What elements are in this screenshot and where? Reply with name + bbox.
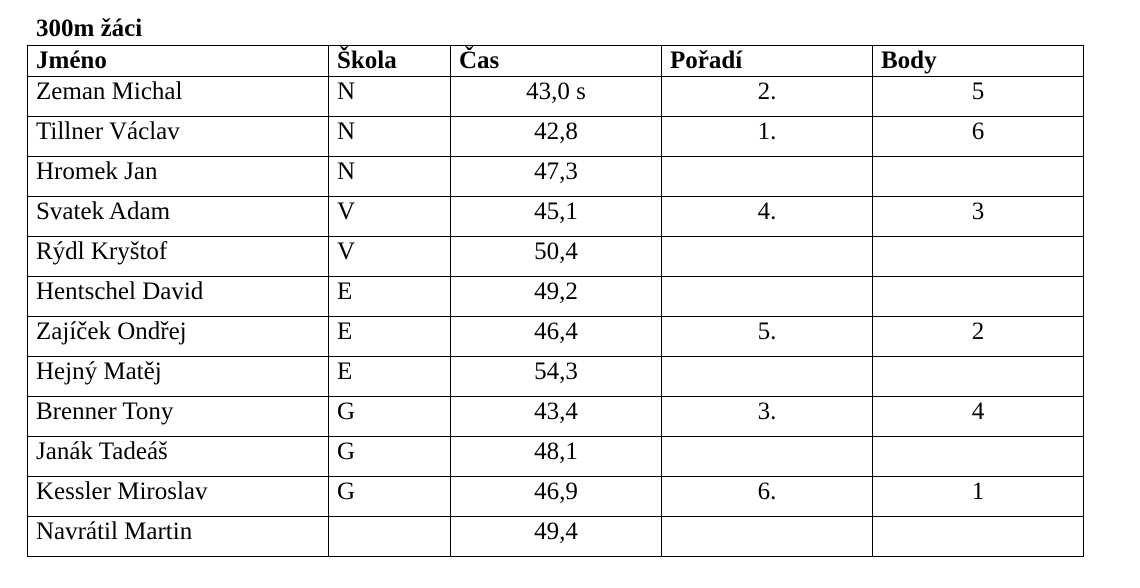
cell-name: Svatek Adam bbox=[28, 197, 329, 237]
cell-time: 45,1 bbox=[451, 197, 662, 237]
results-table-body bbox=[28, 77, 1084, 557]
cell-rank bbox=[662, 277, 873, 317]
cell-time: 43,0 s bbox=[451, 77, 662, 117]
table-row bbox=[28, 157, 1084, 197]
cell-time: 50,4 bbox=[451, 237, 662, 277]
cell-name: Hejný Matěj bbox=[28, 357, 329, 397]
cell-rank: 2. bbox=[662, 77, 873, 117]
cell-rank bbox=[662, 357, 873, 397]
table-row bbox=[28, 237, 1084, 277]
cell-name: Zeman Michal bbox=[28, 77, 329, 117]
table-row bbox=[28, 397, 1084, 437]
cell-name: Tillner Václav bbox=[28, 117, 329, 157]
document-title: 300m žáci bbox=[36, 15, 143, 42]
cell-time: 48,1 bbox=[451, 437, 662, 477]
cell-name: Zajíček Ondřej bbox=[28, 317, 329, 357]
cell-time: 47,3 bbox=[451, 157, 662, 197]
cell-school: G bbox=[329, 477, 451, 517]
cell-rank bbox=[662, 437, 873, 477]
cell-name: Kessler Miroslav bbox=[28, 477, 329, 517]
cell-name: Brenner Tony bbox=[28, 397, 329, 437]
table-row bbox=[28, 357, 1084, 397]
table-row bbox=[28, 477, 1084, 517]
cell-rank bbox=[662, 517, 873, 557]
table-header-row bbox=[28, 46, 1084, 77]
cell-points: 5 bbox=[873, 77, 1084, 117]
cell-school: G bbox=[329, 437, 451, 477]
cell-name: Janák Tadeáš bbox=[28, 437, 329, 477]
cell-points: 6 bbox=[873, 117, 1084, 157]
cell-school: G bbox=[329, 397, 451, 437]
column-header-rank: Pořadí bbox=[662, 46, 873, 77]
cell-points bbox=[873, 277, 1084, 317]
column-header-name: Jméno bbox=[28, 46, 329, 77]
cell-points: 2 bbox=[873, 317, 1084, 357]
cell-rank: 5. bbox=[662, 317, 873, 357]
cell-points: 4 bbox=[873, 397, 1084, 437]
cell-points: 1 bbox=[873, 477, 1084, 517]
table-row bbox=[28, 277, 1084, 317]
cell-name: Hentschel David bbox=[28, 277, 329, 317]
cell-time: 42,8 bbox=[451, 117, 662, 157]
cell-rank: 1. bbox=[662, 117, 873, 157]
cell-points bbox=[873, 517, 1084, 557]
cell-name: Hromek Jan bbox=[28, 157, 329, 197]
cell-rank bbox=[662, 157, 873, 197]
cell-points: 3 bbox=[873, 197, 1084, 237]
cell-time: 46,4 bbox=[451, 317, 662, 357]
table-row bbox=[28, 77, 1084, 117]
table-row bbox=[28, 317, 1084, 357]
cell-school: N bbox=[329, 77, 451, 117]
cell-school: E bbox=[329, 317, 451, 357]
cell-school: N bbox=[329, 117, 451, 157]
cell-rank: 6. bbox=[662, 477, 873, 517]
cell-name: Navrátil Martin bbox=[28, 517, 329, 557]
cell-points bbox=[873, 437, 1084, 477]
table-row bbox=[28, 117, 1084, 157]
cell-school: N bbox=[329, 157, 451, 197]
cell-time: 43,4 bbox=[451, 397, 662, 437]
cell-school: E bbox=[329, 357, 451, 397]
cell-time: 49,4 bbox=[451, 517, 662, 557]
cell-school: V bbox=[329, 237, 451, 277]
cell-time: 54,3 bbox=[451, 357, 662, 397]
cell-time: 49,2 bbox=[451, 277, 662, 317]
cell-school bbox=[329, 517, 451, 557]
column-header-time: Čas bbox=[451, 46, 662, 77]
column-header-school: Škola bbox=[329, 46, 451, 77]
cell-rank: 3. bbox=[662, 397, 873, 437]
cell-rank: 4. bbox=[662, 197, 873, 237]
table-row bbox=[28, 197, 1084, 237]
cell-points bbox=[873, 157, 1084, 197]
table-row bbox=[28, 517, 1084, 557]
cell-name: Rýdl Kryštof bbox=[28, 237, 329, 277]
cell-school: V bbox=[329, 197, 451, 237]
column-header-points: Body bbox=[873, 46, 1084, 77]
cell-rank bbox=[662, 237, 873, 277]
cell-points bbox=[873, 237, 1084, 277]
table-row bbox=[28, 437, 1084, 477]
cell-points bbox=[873, 357, 1084, 397]
cell-time: 46,9 bbox=[451, 477, 662, 517]
results-table bbox=[27, 45, 1084, 557]
cell-school: E bbox=[329, 277, 451, 317]
